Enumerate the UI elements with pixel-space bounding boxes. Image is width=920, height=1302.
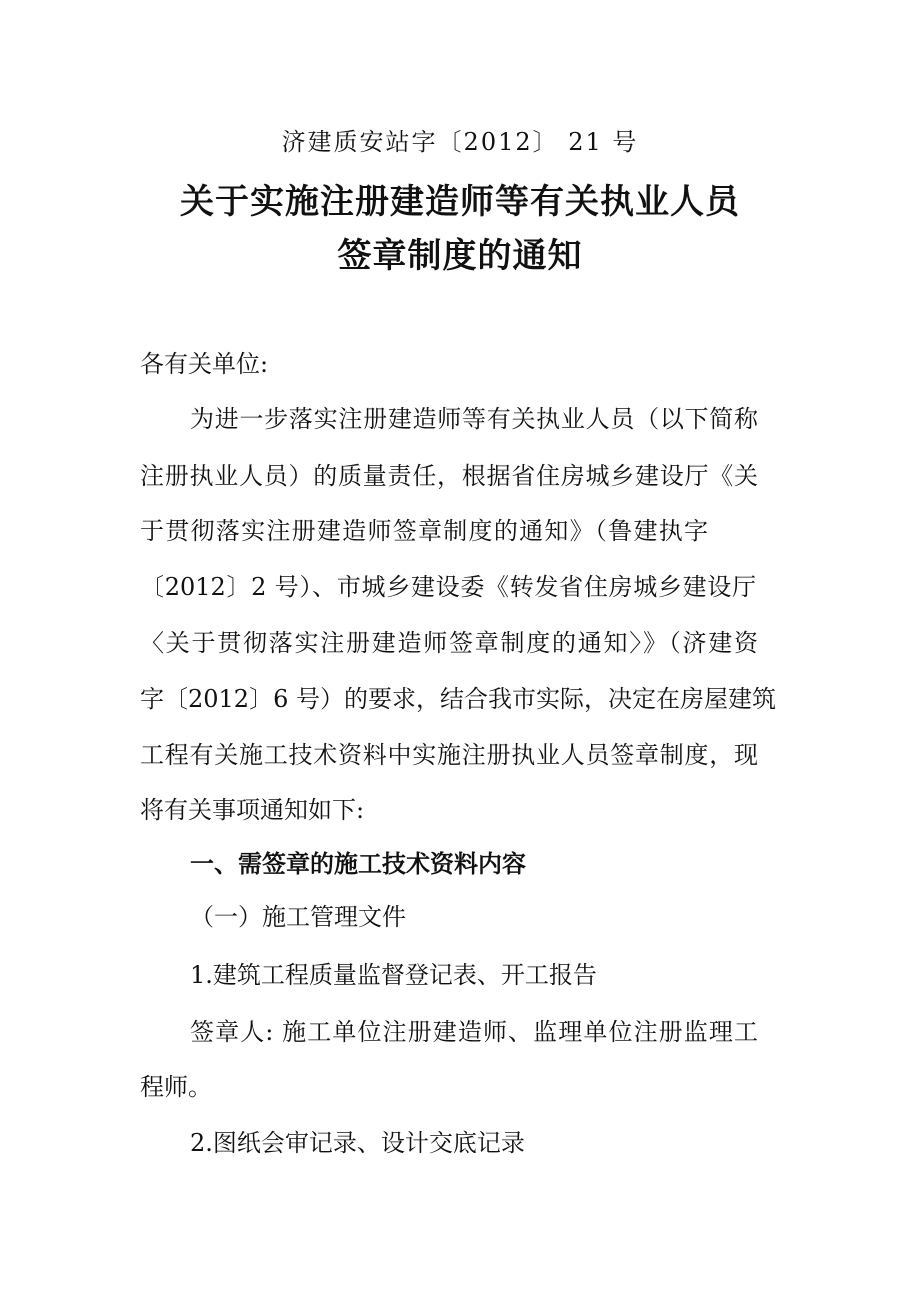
intro-line: 注册执业人员）的质量责任，根据省住房城乡建设厅《关	[140, 462, 758, 490]
intro-line: 为进一步落实注册建造师等有关执业人员（以下简称	[190, 405, 758, 433]
intro-line: 〔2012〕2 号）、市城乡建设委《转发省住房城乡建设厅	[140, 573, 756, 601]
document-title-line-1: 关于实施注册建造师等有关执业人员	[180, 182, 740, 222]
section-1-heading: 一、需签章的施工技术资料内容	[190, 850, 526, 878]
subsection-1-heading: （一）施工管理文件	[190, 903, 406, 931]
intro-line: 工程有关施工技术资料中实施注册执业人员签章制度，现	[140, 741, 758, 769]
item-1-signers-continued: 程师。	[140, 1073, 212, 1101]
item-2: 2.图纸会审记录、设计交底记录	[190, 1129, 525, 1157]
item-1: 1.建筑工程质量监督登记表、开工报告	[190, 961, 597, 989]
intro-line: 〈关于贯彻落实注册建造师签章制度的通知〉》（济建资	[140, 629, 758, 657]
document-title-line-2: 签章制度的通知	[337, 236, 583, 276]
salutation: 各有关单位:	[140, 350, 269, 378]
intro-line: 将有关事项通知如下:	[140, 796, 365, 824]
intro-line: 字〔2012〕6 号）的要求，结合我市实际，决定在房屋建筑	[140, 685, 776, 713]
intro-line: 于贯彻落实注册建造师签章制度的通知》（鲁建执字	[140, 517, 708, 545]
document-number: 济建质安站字〔2012〕 21 号	[281, 128, 639, 156]
item-1-signers: 签章人: 施工单位注册建造师、监理单位注册监理工	[190, 1018, 758, 1046]
